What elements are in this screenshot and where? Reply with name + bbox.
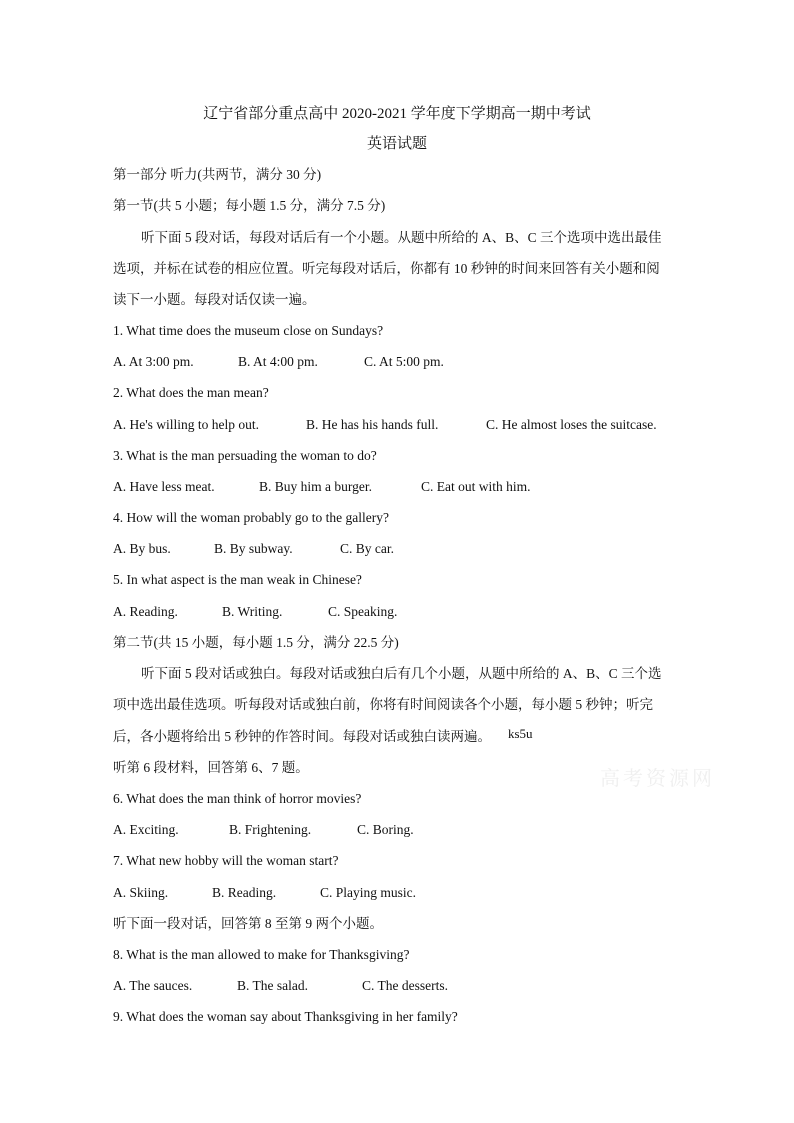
option-a: A. He's willing to help out.	[113, 417, 260, 432]
option-c: C. Eat out with him.	[421, 479, 531, 494]
option-c: C. By car.	[340, 541, 394, 556]
option-c: C. The desserts.	[362, 978, 448, 993]
group-intro: 听下面一段对话，回答第 8 至第 9 两个小题。	[113, 916, 383, 931]
section1-instruction-line: 选项，并标在试卷的相应位置。听完每段对话后，你都有 10 秒钟的时间来回答有关小题和阅	[113, 261, 660, 276]
exam-title: 辽宁省部分重点高中 2020-2021 学年度下学期高一期中考试	[203, 106, 591, 122]
question-5: 5. In what aspect is the man weak in Chinese?	[113, 572, 362, 587]
option-c: C. At 5:00 pm.	[364, 354, 444, 369]
option-b: B. At 4:00 pm.	[238, 354, 318, 369]
section2-instruction-line: 后，各小题将给出 5 秒钟的作答时间。每段对话或独白读两遍。	[113, 729, 491, 744]
option-a: A. At 3:00 pm.	[113, 354, 194, 369]
question-4: 4. How will the woman probably go to the gallery?	[113, 510, 389, 525]
option-b: B. Writing.	[222, 604, 283, 619]
option-b: B. Reading.	[212, 885, 277, 900]
section2-instruction-line: 听下面 5 段对话或独白。每段对话或独白后有几个小题，从题中所给的 A、B、C 三个选	[141, 666, 662, 681]
source-stamp: ks5u	[508, 726, 533, 741]
option-b: B. By subway.	[214, 541, 293, 556]
question-2: 2. What does the man mean?	[113, 385, 269, 400]
option-a: A. Have less meat.	[113, 479, 215, 494]
option-a: A. Reading.	[113, 604, 178, 619]
section1-instruction-line: 听下面 5 段对话，每段对话后有一个小题。从题中所给的 A、B、C 三个选项中选出最佳	[141, 230, 662, 245]
question-6: 6. What does the man think of horror movies?	[113, 791, 362, 806]
option-c: C. Boring.	[357, 822, 414, 837]
option-c: C. Speaking.	[328, 604, 398, 619]
option-b: B. Frightening.	[229, 822, 312, 837]
section2-heading: 第二节(共 15 小题，每小题 1.5 分，满分 22.5 分)	[113, 635, 399, 650]
option-b: B. Buy him a burger.	[259, 479, 372, 494]
section1-heading: 第一节(共 5 小题；每小题 1.5 分，满分 7.5 分)	[113, 198, 386, 213]
question-8: 8. What is the man allowed to make for Thanksgiving?	[113, 947, 410, 962]
group-intro: 听第 6 段材料，回答第 6、7 题。	[113, 760, 309, 775]
section1-instruction-line: 读下一小题。每段对话仅读一遍。	[113, 292, 316, 307]
option-a: A. Exciting.	[113, 822, 179, 837]
option-b: B. He has his hands full.	[306, 417, 439, 432]
option-a: A. By bus.	[113, 541, 171, 556]
option-c: C. Playing music.	[320, 885, 417, 900]
part1-heading: 第一部分 听力(共两节，满分 30 分)	[113, 167, 322, 182]
option-a: A. The sauces.	[113, 978, 193, 993]
option-c: C. He almost loses the suitcase.	[486, 417, 657, 432]
question-1: 1. What time does the museum close on Sundays?	[113, 323, 384, 338]
option-a: A. Skiing.	[113, 885, 169, 900]
watermark: 高考资源网	[600, 768, 715, 790]
question-9: 9. What does the woman say about Thanksgiving in her family?	[113, 1009, 458, 1024]
section2-instruction-line: 项中选出最佳选项。听每段对话或独白前，你将有时间阅读各个小题，每小题 5 秒钟；听完	[113, 697, 653, 712]
question-3: 3. What is the man persuading the woman to do?	[113, 448, 377, 463]
option-b: B. The salad.	[237, 978, 308, 993]
question-7: 7. What new hobby will the woman start?	[113, 853, 339, 868]
exam-subtitle: 英语试题	[366, 136, 427, 152]
